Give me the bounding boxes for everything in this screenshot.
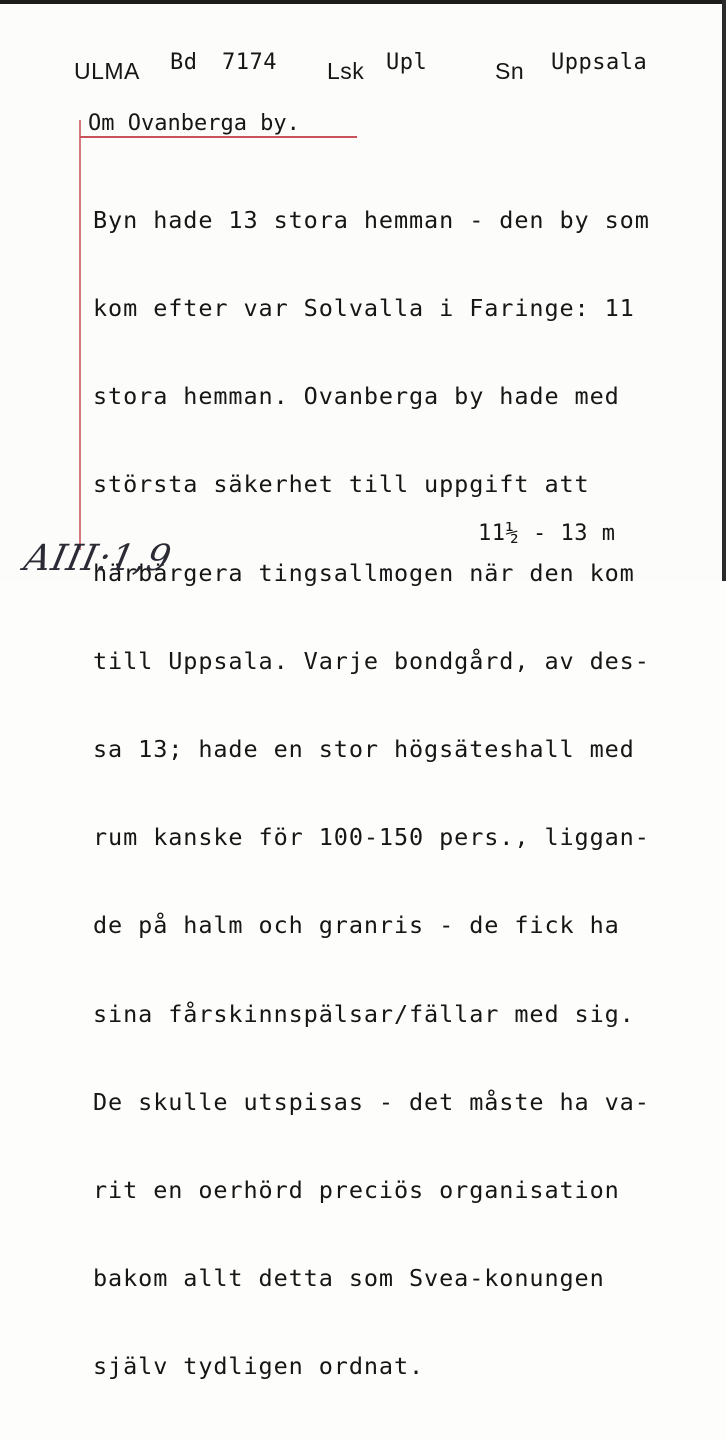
body-line: själv tydligen ordnat. <box>93 1352 425 1381</box>
body-line: rum kanske för 100-150 pers., liggan- <box>93 823 650 852</box>
card-title: Om Ovanberga by. <box>88 111 300 136</box>
body-text <box>93 147 713 1441</box>
body-line: härbärgera tingsallmogen när den kom <box>93 558 635 587</box>
archive-label: ULMA <box>74 58 140 84</box>
margin-rule <box>79 120 81 550</box>
body-line: rit en oerhörd preciös organisation <box>93 1176 620 1205</box>
body-line: största säkerhet till uppgift att <box>93 470 590 499</box>
body-line: stora hemman. Ovanberga by hade med <box>93 382 620 411</box>
body-line: De skulle utspisas - det måste ha va- <box>93 1087 650 1116</box>
volume-prefix: Bd <box>170 50 198 75</box>
body-line: de på halm och granris - de fick ha <box>93 911 620 940</box>
card-right-edge <box>722 0 726 581</box>
card-top-edge <box>0 0 726 4</box>
parish-label: Sn <box>495 58 525 84</box>
body-line: sina fårskinnspälsar/fällar med sig. <box>93 999 635 1028</box>
title-underline <box>80 136 357 138</box>
body-line: till Uppsala. Varje bondgård, av des- <box>93 646 650 675</box>
parish-value: Uppsala <box>551 50 648 75</box>
handwritten-shelfmark: AIII:1,9 <box>20 538 176 579</box>
body-line: bakom allt detta som Svea-konungen <box>93 1264 605 1293</box>
province-value: Upl <box>386 50 428 75</box>
volume-number: 7174 <box>222 50 277 75</box>
province-label: Lsk <box>327 58 365 84</box>
measurement-note: 11½ - 13 m <box>478 521 616 546</box>
body-line: kom efter var Solvalla i Faringe: 11 <box>93 294 635 323</box>
body-line: sa 13; hade en stor högsäteshall med <box>93 735 635 764</box>
body-line: Byn hade 13 stora hemman - den by som <box>93 205 650 234</box>
